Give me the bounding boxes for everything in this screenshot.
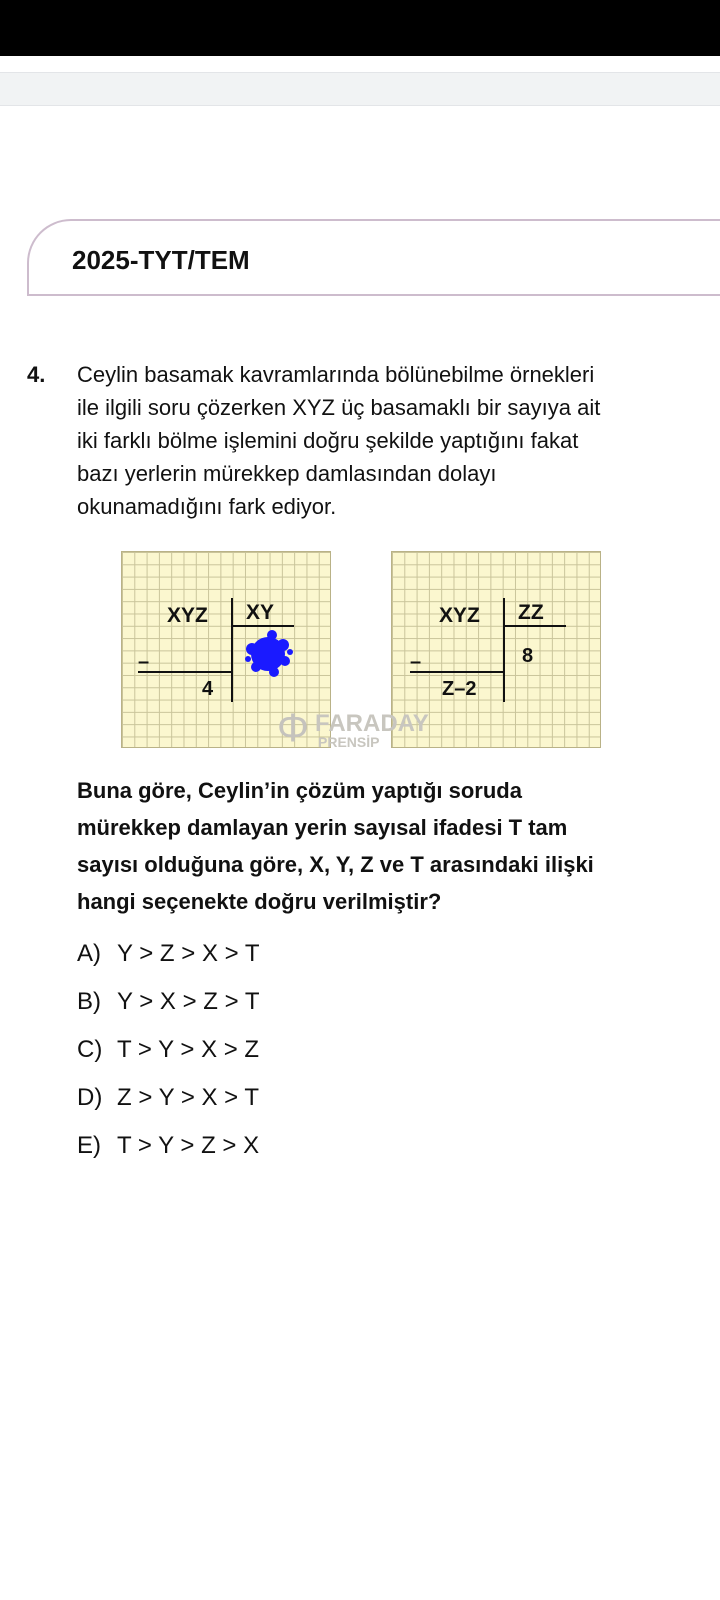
dividend-label: XYZ xyxy=(439,604,480,627)
option-text: T > Y > X > Z xyxy=(117,1036,260,1063)
option-text: Y > Z > X > T xyxy=(117,940,260,967)
quotient-label: 8 xyxy=(522,645,534,667)
dividend-label: XYZ xyxy=(167,604,208,627)
prompt-line: mürekkep damlayan yerin sayısal ifadesi T tam xyxy=(77,815,568,840)
option-c[interactable] xyxy=(77,1026,260,1074)
question-text-line: ile ilgili soru çözerken XYZ üç basamaklı bir sayıya ait xyxy=(77,395,601,420)
minus-sign: – xyxy=(410,651,422,673)
option-text: Z > Y > X > T xyxy=(117,1084,260,1111)
option-letter: B) xyxy=(77,988,101,1015)
watermark-main: FARADAY xyxy=(315,710,429,737)
status-bar xyxy=(0,0,720,56)
remainder-label: Z–2 xyxy=(442,678,477,700)
page-title: 2025-TYT/TEM xyxy=(72,245,250,275)
question-text-line: iki farklı bölme işlemini doğru şekilde yaptığını fakat xyxy=(77,428,579,453)
question-text-line: bazı yerlerin mürekkep damlasından dolayı xyxy=(77,461,497,486)
option-a[interactable] xyxy=(77,930,260,978)
phi-icon: Φ xyxy=(277,706,309,750)
question-number: 4. xyxy=(27,362,46,387)
divisor-label: ZZ xyxy=(518,601,544,624)
divisor-label: XY xyxy=(246,601,275,624)
prompt-line: Buna göre, Ceylin’in çözüm yaptığı soruda xyxy=(77,778,522,803)
prompt-line: sayısı olduğuna göre, X, Y, Z ve T arasındaki ilişki xyxy=(77,852,594,877)
question-text xyxy=(77,358,677,523)
minus-sign: – xyxy=(138,651,150,673)
question-text-line: Ceylin basamak kavramlarında bölünebilme örnekleri xyxy=(77,362,595,387)
answer-options xyxy=(77,930,260,1170)
ink-blot-icon xyxy=(245,630,293,677)
question-prompt xyxy=(77,772,697,920)
option-text: T > Y > Z > X xyxy=(117,1132,260,1159)
browser-toolbar-strip xyxy=(0,72,720,106)
watermark-sub: PRENSİP xyxy=(318,734,380,750)
prompt-line: hangi seçenekte doğru verilmiştir? xyxy=(77,889,442,914)
option-letter: E) xyxy=(77,1132,101,1159)
option-letter: C) xyxy=(77,1036,103,1063)
option-text: Y > X > Z > T xyxy=(117,988,260,1015)
option-d[interactable] xyxy=(77,1074,260,1122)
option-letter: D) xyxy=(77,1084,103,1111)
question-text-line: okunamadığını fark ediyor. xyxy=(77,494,337,519)
option-letter: A) xyxy=(77,940,101,967)
option-b[interactable] xyxy=(77,978,260,1026)
remainder-label: 4 xyxy=(202,678,214,700)
option-e[interactable] xyxy=(77,1122,260,1170)
